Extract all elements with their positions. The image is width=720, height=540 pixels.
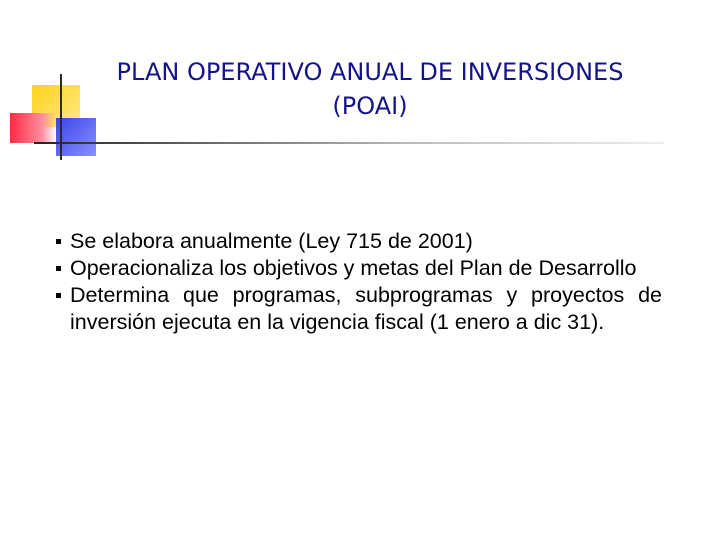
bullet-item <box>58 228 662 255</box>
slide-title-line-1: PLAN OPERATIVO ANUAL DE INVERSIONES <box>116 58 624 86</box>
bullet-text: Determina que programas, subprogramas y proyectos de inversión ejecuta en la vigencia fiscal (1 enero a dic 31). <box>70 283 662 334</box>
bullet-list <box>58 228 662 336</box>
bullet-text: Se elabora anualmente (Ley 715 de 2001) <box>70 229 473 253</box>
title-underline-rule <box>34 142 664 144</box>
square-bullet-icon <box>56 266 61 271</box>
blue-square-shape <box>56 118 96 156</box>
slide-title <box>80 55 660 123</box>
slide-title-line-2: (POAI) <box>332 92 408 120</box>
square-bullet-icon <box>56 293 61 298</box>
square-bullet-icon <box>56 239 61 244</box>
red-square-shape <box>10 113 56 143</box>
vertical-rule <box>60 74 62 160</box>
bullet-item <box>58 255 662 282</box>
bullet-item <box>58 282 662 336</box>
bullet-text: Operacionaliza los objetivos y metas del Plan de Desarrollo <box>70 256 637 280</box>
